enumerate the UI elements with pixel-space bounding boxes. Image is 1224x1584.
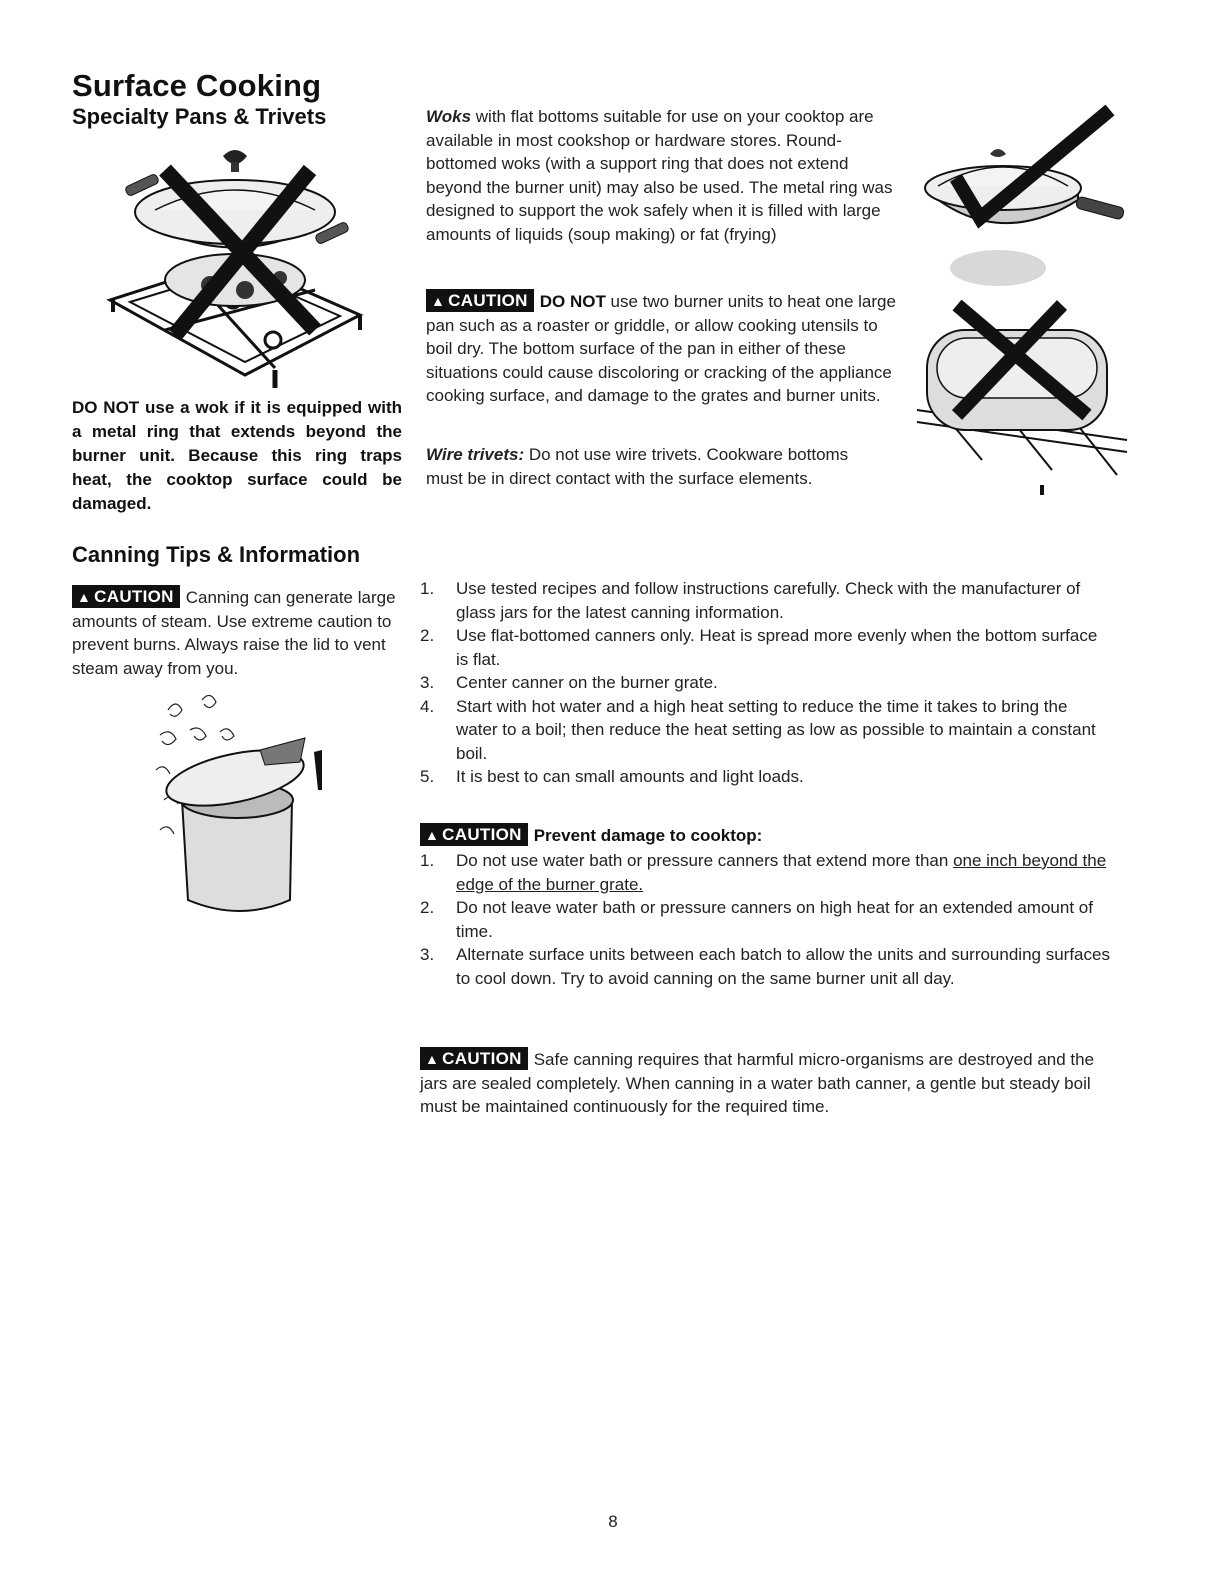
- warning-triangle-icon: ▲: [425, 1051, 440, 1067]
- flat-wok-illustration: [918, 100, 1128, 290]
- list-item: 5. It is best to can small amounts and light loads.: [420, 767, 804, 786]
- wok-with-ring-illustration: [105, 140, 370, 390]
- warning-triangle-icon: ▲: [425, 827, 440, 843]
- list-item: 3. Center canner on the burner grate.: [420, 673, 718, 692]
- page-number: 8: [608, 1512, 618, 1531]
- list-item: 1. Do not use water bath or pressure canners that extend more than one inch beyond the edge of the burner grate.: [420, 851, 1107, 894]
- caution-badge: ▲ CAUTION: [426, 289, 534, 312]
- list-item: 1. Use tested recipes and follow instructions carefully. Check with the manufacturer of glass jars for the latest canning information.: [420, 579, 1081, 622]
- caution-badge: ▲ CAUTION: [420, 1047, 528, 1070]
- list-item: 3. Alternate surface units between each batch to allow the units and surrounding surfaces to cool down. Try to avoid canning on the same burner unit all day.: [420, 945, 1110, 988]
- wire-trivets-lead: Wire trivets:: [426, 445, 525, 464]
- caution-badge: ▲ CAUTION: [72, 585, 180, 608]
- list-item: 2. Do not leave water bath or pressure canners on high heat for an extended amount of time.: [420, 898, 1093, 941]
- prevent-damage-heading: ▲ CAUTION Prevent damage to cooktop:: [420, 823, 1110, 848]
- canning-steam-caution: [72, 585, 402, 680]
- safe-canning-caution: ▲ CAUTION Safe canning requires that harmful micro-organisms are destroyed and the jars are sealed completely. When canning in a water bath canner, a gentle but steady boil must be maintained continuously for the required time.: [420, 1049, 1095, 1116]
- two-burner-text: use two burner units to heat one large pan such as a roaster or griddle, or allow cooking utensils to boil dry. The bottom surface of the pan in either of these situations could cause discoloring or cracking of the appliance cooking surface, and damage to the grates and burner units.: [426, 292, 896, 405]
- two-burner-caution: [426, 289, 906, 408]
- warning-triangle-icon: ▲: [77, 589, 92, 605]
- wire-trivets-paragraph: [426, 443, 886, 490]
- page-title: Surface Cooking: [72, 68, 322, 103]
- woks-lead: Woks: [426, 107, 472, 126]
- woks-text: with flat bottoms suitable for use on your cooktop are available in most cookshop or hardware stores. Round-bottomed woks (with a support ring that does not extend beyond the burner unit) may also be used. The metal ring was designed to support the wok safely when it is filled with large amounts of liquids (soup making) or fat (frying): [426, 107, 893, 244]
- canner-venting-steam-illustration: [140, 690, 340, 930]
- roaster-on-two-burners-illustration: [912, 300, 1132, 495]
- prevent-damage-list: [420, 849, 1110, 990]
- section-title-specialty-pans: Specialty Pans & Trivets: [72, 104, 327, 129]
- list-item: 4. Start with hot water and a high heat setting to reduce the time it takes to bring the water to a boil; then reduce the heat setting as low as possible to maintain a constant boil.: [420, 696, 1096, 763]
- section-title-canning: Canning Tips & Information: [72, 542, 361, 567]
- caution-badge: ▲ CAUTION: [420, 823, 528, 846]
- list-item: 2. Use flat-bottomed canners only. Heat is spread more evenly when the bottom surface is flat.: [420, 626, 1098, 669]
- woks-paragraph: [426, 105, 906, 246]
- wire-trivets-text: Do not use wire trivets. Cookware bottoms must be in direct contact with the surface elements.: [426, 445, 849, 488]
- warning-triangle-icon: ▲: [431, 293, 446, 309]
- wok-ring-warning: DO NOT use a wok if it is equipped with a metal ring that extends beyond the burner unit. Because this ring traps heat, the cooktop surface could be damaged.: [72, 398, 402, 513]
- canning-steam-text: Canning can generate large amounts of steam. Use extreme caution to prevent burns. Always raise the lid to vent steam away from you.: [72, 588, 396, 678]
- two-burner-lead: DO NOT: [539, 292, 606, 311]
- canning-steps-list: [420, 577, 1110, 789]
